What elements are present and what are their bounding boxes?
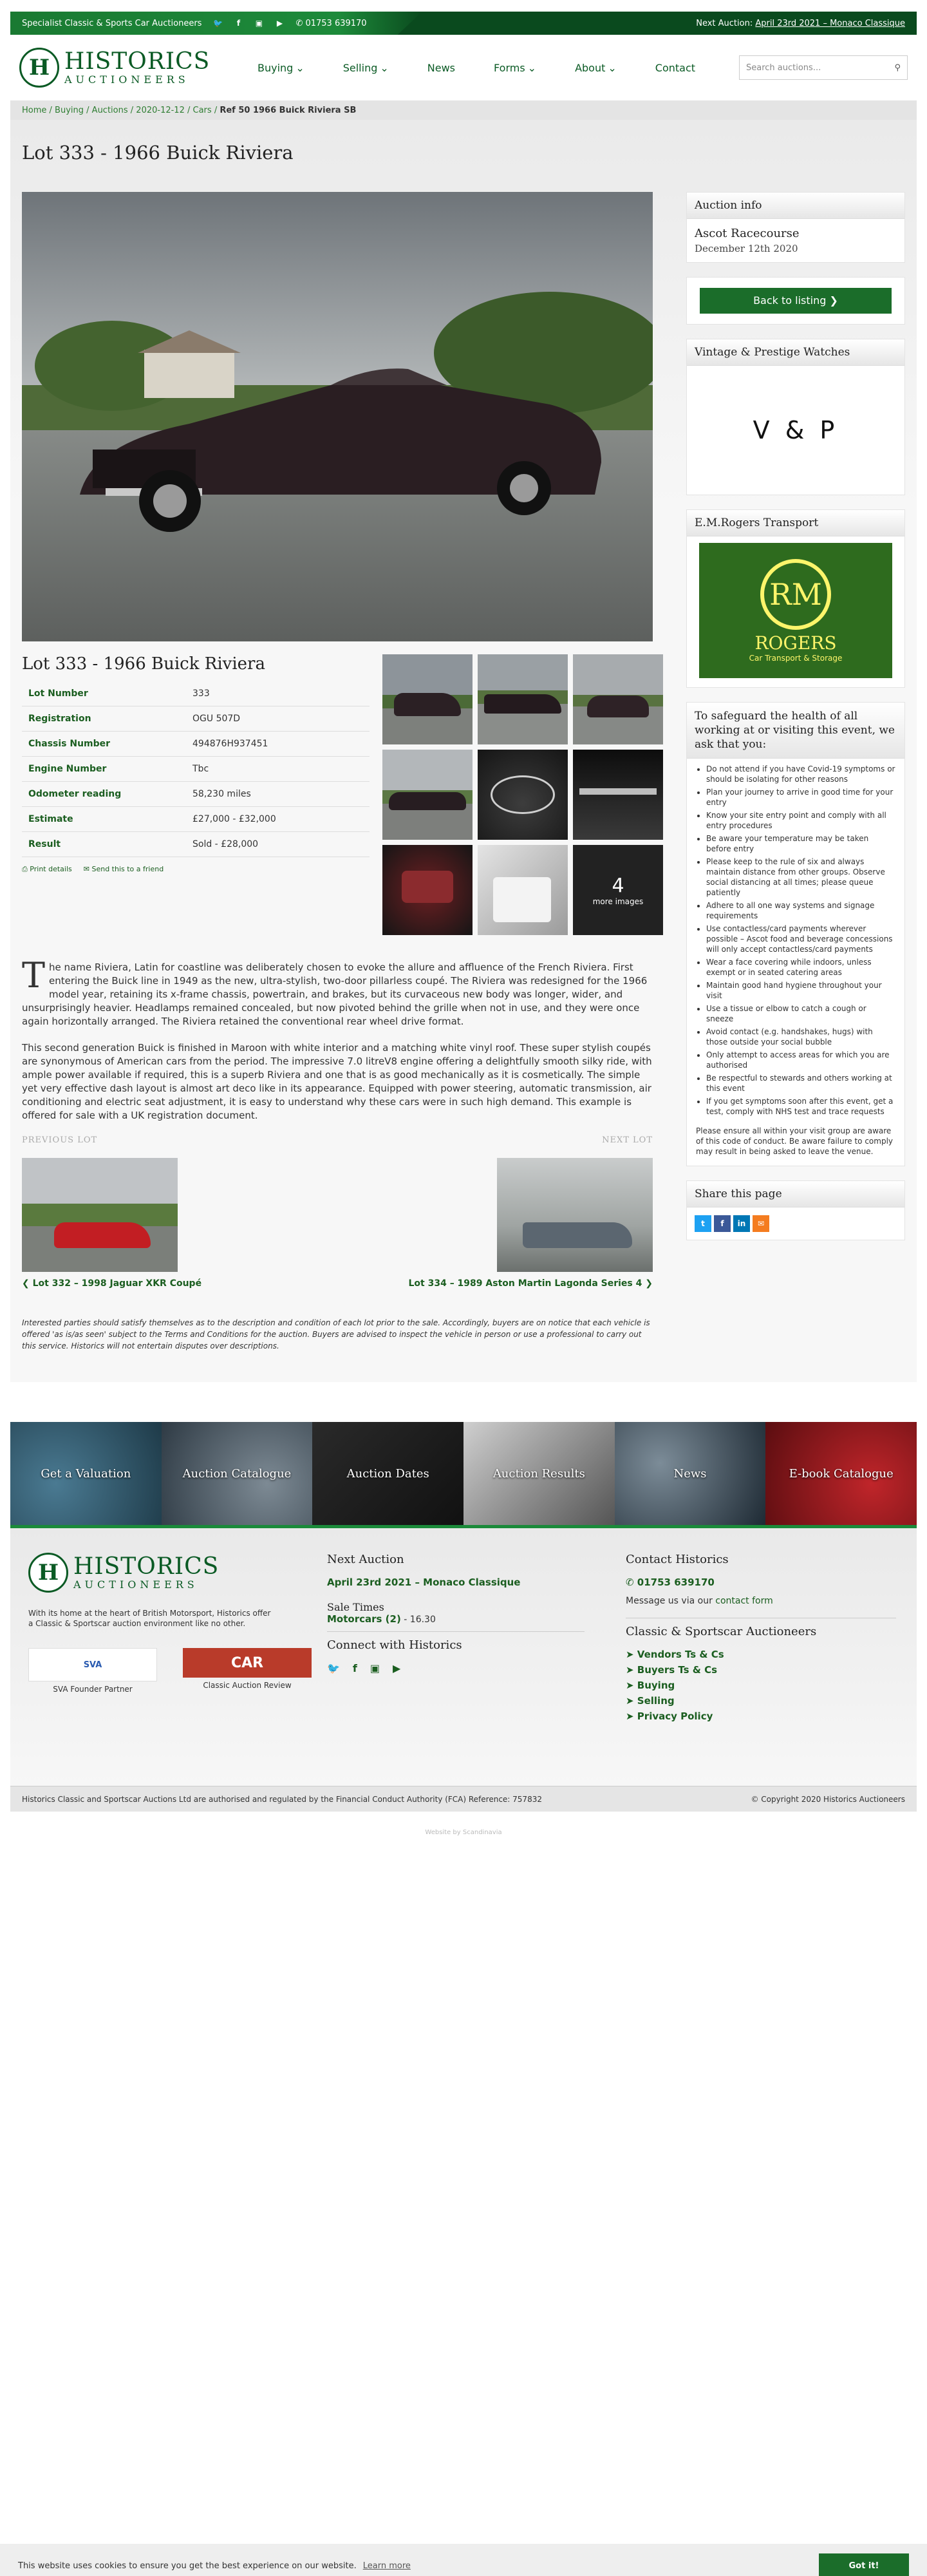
- chevron-right-icon: ➤: [626, 1649, 637, 1660]
- sponsor-box: [686, 339, 905, 495]
- spec-label: Engine Number: [22, 757, 186, 782]
- next-lot-image[interactable]: [497, 1158, 653, 1272]
- search-placeholder: Search auctions...: [746, 62, 821, 73]
- box-heading: Vintage & Prestige Watches: [687, 339, 904, 366]
- box-heading: Share this page: [687, 1181, 904, 1208]
- lot-heading: Lot 333 - 1966 Buick Riviera: [22, 654, 265, 674]
- rogers-emblem: RM: [760, 559, 831, 630]
- share-email-icon[interactable]: ✉: [753, 1215, 769, 1232]
- table-row: [22, 832, 370, 857]
- logo[interactable]: [19, 48, 212, 88]
- send-to-friend-link[interactable]: ✉ Send this to a friend: [83, 865, 164, 873]
- sva-caption: SVA Founder Partner: [53, 1685, 133, 1694]
- chevron-down-icon: ⌄: [608, 61, 617, 74]
- auction-date: December 12th 2020: [695, 243, 798, 254]
- footer-link[interactable]: ➤ Buying: [626, 1680, 675, 1691]
- table-row: [22, 706, 370, 732]
- logo-text-sub: AUCTIONEERS: [73, 1578, 198, 1591]
- youtube-icon[interactable]: ▶: [276, 19, 283, 28]
- share-linkedin-icon[interactable]: in: [733, 1215, 750, 1232]
- twitter-icon[interactable]: 🐦: [212, 19, 223, 28]
- logo-emblem: H: [28, 1553, 68, 1593]
- previous-lot-link[interactable]: ❮ Lot 332 – 1998 Jaguar XKR Coupé: [22, 1278, 202, 1289]
- thumbnail[interactable]: [478, 845, 568, 935]
- breadcrumb-date[interactable]: 2020-12-12: [136, 105, 185, 115]
- main-nav: [238, 62, 715, 74]
- list-item: • Know your site entry point and comply with all entry procedures: [706, 810, 895, 831]
- next-lot-link[interactable]: Lot 334 – 1989 Aston Martin Lagonda Series 4 ❯: [408, 1278, 653, 1289]
- logo-letter: H: [28, 55, 50, 80]
- chevron-down-icon: ⌄: [527, 61, 537, 74]
- cookie-text: This website uses cookies to ensure you get the best experience on our website.: [18, 2561, 357, 2571]
- tile-valuation[interactable]: Get a Valuation: [10, 1422, 162, 1525]
- list-item: • Wear a face covering while indoors, unless exempt or in seated catering areas: [706, 957, 895, 978]
- tile-catalogue[interactable]: Auction Catalogue: [162, 1422, 313, 1525]
- footer-heading: Next Auction: [327, 1553, 404, 1566]
- spec-label: Result: [22, 832, 186, 857]
- list-item: • Do not attend if you have Covid-19 symptoms or should be isolating for other reasons: [706, 764, 895, 784]
- tile-results[interactable]: Auction Results: [464, 1422, 615, 1525]
- breadcrumb-buying[interactable]: Buying: [55, 105, 84, 115]
- covid-box: [686, 702, 905, 1166]
- message-text: Message us via our: [626, 1596, 716, 1606]
- covid-note: Please ensure all within your visit group are aware of this code of conduct. Be aware failure to comply may result in being asked to leave the venue.: [696, 1126, 894, 1156]
- header: [10, 35, 917, 100]
- next-auction-link[interactable]: April 23rd 2021 – Monaco Classique: [755, 18, 905, 28]
- auction-info-box: [686, 192, 905, 263]
- phone-link[interactable]: [295, 19, 366, 28]
- list-item: • Be respectful to stewards and others working at this event: [706, 1073, 895, 1094]
- spec-value: 333: [186, 681, 370, 706]
- logo-text-main: HISTORICS: [73, 1553, 220, 1580]
- footer-about: With its home at the heart of British Motorsport, Historics offer a Classic & Sportscar auction environment like no other.: [28, 1609, 271, 1628]
- chevron-right-icon: ➤: [626, 1695, 637, 1707]
- logo-text-sub: AUCTIONEERS: [64, 73, 189, 86]
- print-details-link[interactable]: ⎙ Print details: [22, 865, 72, 873]
- cookie-banner: [0, 2544, 927, 2576]
- breadcrumb-home[interactable]: Home: [22, 105, 47, 115]
- cookie-accept-button[interactable]: Got it!: [819, 2553, 909, 2576]
- description-paragraph: he name Riviera, Latin for coastline was deliberately chosen to evoke the allure and affluence of the French Riviera. First entering the Buick line in 1949 as the new, ultra-stylish, two-door pillarless coupé. The Riviera was redesigned for the 1966 model year, retaining its x-frame chassis, powertrain, and brakes, but its curvaceous new body was longer, wider, and unsurprisingly heavier. Headlamps remained concealed, but now pivoted behind the grille when not in use, and they were once again horizontally arranged. The Riviera retained the conventional rear wheel drive format.: [22, 961, 648, 1027]
- table-row: [22, 681, 370, 706]
- tagline: Specialist Classic & Sports Car Auctioneers: [22, 18, 202, 28]
- share-box: [686, 1180, 905, 1240]
- list-item: • Use contactless/card payments wherever possible – Ascot food and beverage concessions will only accept contactless/card payments: [706, 923, 895, 954]
- thumbnail[interactable]: [573, 654, 663, 744]
- chevron-down-icon: ⌄: [380, 61, 389, 74]
- rogers-name: ROGERS: [754, 632, 837, 654]
- chevron-right-icon: ➤: [626, 1710, 637, 1722]
- sponsor-box: [686, 509, 905, 688]
- facebook-icon[interactable]: f: [352, 1662, 357, 1674]
- chevron-right-icon: ❯: [642, 1278, 653, 1289]
- nav-contact[interactable]: Contact: [655, 61, 696, 74]
- chevron-right-icon: ❯: [826, 294, 838, 307]
- sale-times-time: - 16.30: [400, 1615, 436, 1625]
- sponsor-logo-vp[interactable]: V & P: [753, 416, 839, 444]
- lot-description: [22, 955, 653, 1122]
- fca-statement: Historics Classic and Sportscar Auctions Ltd are authorised and regulated by the Financial Conduct Authority (FCA) Reference: 757832: [22, 1794, 542, 1804]
- next-lot-label: NEXT LOT: [602, 1135, 653, 1145]
- car-logo[interactable]: CAR: [183, 1648, 312, 1678]
- spec-value: Sold - £28,000: [186, 832, 370, 857]
- logo-emblem: [19, 48, 59, 88]
- share-facebook-icon[interactable]: f: [714, 1215, 731, 1232]
- thumbnail[interactable]: [573, 750, 663, 840]
- more-images-label: more images: [592, 896, 644, 906]
- table-row: [22, 732, 370, 757]
- breadcrumb-current: Ref 50 1966 Buick Riviera SB: [220, 105, 357, 115]
- box-heading: To safeguard the health of all working at or visiting this event, we ask that you:: [687, 703, 904, 759]
- description-paragraph: This second generation Buick is finished in Maroon with white interior and a matching white vinyl roof. These super stylish coupés are synonymous of American cars from the period. The impressive 7.0 litreV8 engine offering a delightfully smooth silky ride, with ample power available if required, this is a superb Riviera and one that is as good mechanically as it is cosmetically. The simple yet very effective dash layout is almost art deco like in its appearance. Equipped with power steering, automatic transmission, air conditioning and electric seat adjustment, it is easy to understand why these cars were in such high demand. This example is offered for sale with a UK registration document.: [22, 1042, 652, 1121]
- tile-news[interactable]: News: [615, 1422, 766, 1525]
- phone-icon: ✆: [295, 18, 306, 28]
- auction-venue: Ascot Racecourse: [695, 227, 800, 240]
- thumbnail[interactable]: [382, 750, 473, 840]
- spec-label: Lot Number: [22, 681, 186, 706]
- footer-heading: Classic & Sportscar Auctioneers: [626, 1625, 817, 1638]
- spec-value: 58,230 miles: [186, 782, 370, 807]
- contact-form-link[interactable]: contact form: [715, 1596, 773, 1606]
- list-item: • Only attempt to access areas for which you are authorised: [706, 1050, 895, 1070]
- list-item: • Plan your journey to arrive in good time for your entry: [706, 787, 895, 808]
- copyright: © Copyright 2020 Historics Auctioneers: [751, 1794, 905, 1804]
- list-item: • Maintain good hand hygiene throughout your visit: [706, 980, 895, 1001]
- share-twitter-icon[interactable]: t: [695, 1215, 711, 1232]
- sale-times-heading: Sale Times: [327, 1601, 384, 1613]
- phone-icon: ✆: [626, 1577, 637, 1588]
- tile-dates[interactable]: Auction Dates: [312, 1422, 464, 1525]
- more-images-count: 4: [612, 874, 624, 897]
- more-images-button[interactable]: [573, 845, 663, 935]
- breadcrumb: Home / Buying / Auctions / 2020-12-12 / Cars / Ref 50 1966 Buick Riviera SB: [10, 100, 917, 120]
- feature-tiles: [10, 1422, 917, 1525]
- table-row: [22, 807, 370, 832]
- rogers-sub: Car Transport & Storage: [749, 653, 843, 663]
- footer-next-auction-link[interactable]: April 23rd 2021 – Monaco Classique: [327, 1577, 521, 1588]
- nav-selling[interactable]: Selling ⌄: [342, 61, 389, 74]
- footer-link[interactable]: ➤ Buyers Ts & Cs: [626, 1664, 718, 1676]
- box-heading: Auction info: [687, 193, 904, 219]
- box-heading: E.M.Rogers Transport: [687, 510, 904, 536]
- list-item: • Be aware your temperature may be taken before entry: [706, 833, 895, 854]
- sva-logo[interactable]: SVA: [28, 1648, 157, 1681]
- nav-forms[interactable]: Forms ⌄: [494, 61, 537, 74]
- thumbnail[interactable]: [478, 750, 568, 840]
- back-box: [686, 277, 905, 325]
- footer-phone[interactable]: ✆ 01753 639170: [626, 1577, 715, 1588]
- thumbnail-grid: [382, 654, 663, 935]
- print-icon: ⎙: [22, 865, 30, 873]
- footer-link[interactable]: ➤ Selling: [626, 1695, 675, 1707]
- spec-label: Registration: [22, 706, 186, 732]
- previous-lot-label: PREVIOUS LOT: [22, 1135, 98, 1145]
- phone-number: 01753 639170: [305, 18, 367, 28]
- lot-specs-table: [22, 681, 370, 857]
- footer: [10, 1528, 917, 1786]
- spec-value: Tbc: [186, 757, 370, 782]
- list-item: • If you get symptoms soon after this event, get a test, comply with NHS test and trace requests: [706, 1096, 895, 1117]
- search-input[interactable]: [739, 55, 908, 80]
- table-row: [22, 782, 370, 807]
- nav-news[interactable]: News: [427, 61, 456, 74]
- footer-heading: Contact Historics: [626, 1553, 729, 1566]
- thumbnail[interactable]: [382, 654, 473, 744]
- search-icon[interactable]: ⚲: [894, 62, 901, 73]
- footer-link[interactable]: ➤ Privacy Policy: [626, 1710, 713, 1722]
- chevron-right-icon: ➤: [626, 1680, 637, 1691]
- envelope-icon: ✉: [83, 865, 92, 873]
- next-auction-label: Next Auction:: [696, 18, 753, 28]
- table-row: [22, 757, 370, 782]
- spec-value: £27,000 - £32,000: [186, 807, 370, 832]
- youtube-icon[interactable]: ▶: [393, 1662, 401, 1674]
- twitter-icon[interactable]: 🐦: [327, 1662, 340, 1674]
- page-content: [10, 120, 917, 1382]
- list-item: • Use a tissue or elbow to catch a cough or sneeze: [706, 1003, 895, 1024]
- cookie-learn-more-link[interactable]: Learn more: [362, 2561, 411, 2571]
- footer-heading: Connect with Historics: [327, 1638, 462, 1652]
- thumbnail[interactable]: [382, 845, 473, 935]
- tile-ebook[interactable]: E-book Catalogue: [765, 1422, 917, 1525]
- instagram-icon[interactable]: ▣: [255, 19, 263, 28]
- sponsor-logo-rogers[interactable]: [699, 543, 892, 678]
- sale-times-category: Motorcars (2): [327, 1613, 401, 1625]
- list-item: • Please keep to the rule of six and always maintain distance from other groups. Observe social distancing at all times; please queue patiently: [706, 857, 895, 898]
- list-item: • Avoid contact (e.g. handshakes, hugs) with those outside your social bubble: [706, 1027, 895, 1047]
- drop-cap: T: [22, 955, 46, 996]
- chevron-down-icon: ⌄: [295, 61, 304, 74]
- chevron-left-icon: ❮: [22, 1278, 33, 1289]
- website-credit[interactable]: Website by Scandinavia: [425, 1829, 502, 1836]
- instagram-icon[interactable]: ▣: [370, 1662, 380, 1674]
- list-item: • Adhere to all one way systems and signage requirements: [706, 900, 895, 921]
- facebook-icon[interactable]: f: [236, 19, 241, 28]
- nav-buying[interactable]: Buying ⌄: [258, 61, 304, 74]
- hero-image[interactable]: [22, 192, 653, 641]
- top-bar: [10, 12, 917, 35]
- previous-lot-image[interactable]: [22, 1158, 178, 1272]
- thumbnail[interactable]: [478, 654, 568, 744]
- spec-value: 494876H937451: [186, 732, 370, 757]
- nav-about[interactable]: About ⌄: [575, 61, 617, 74]
- spec-value: OGU 507D: [186, 706, 370, 732]
- covid-list: [687, 759, 904, 1117]
- disclaimer: Interested parties should satisfy themselves as to the description and condition of each lot prior to the sale. Accordingly, buyers are on notice that each vehicle is offered 'as is/as seen' subject to the Terms and Conditions for the auction. Buyers are advised to inspect the vehicle in person or use a professional to carry out this service. Historics will not entertain disputes over descriptions.: [22, 1318, 650, 1350]
- spec-label: Chassis Number: [22, 732, 186, 757]
- breadcrumb-cars[interactable]: Cars: [192, 105, 212, 115]
- footer-link[interactable]: ➤ Vendors Ts & Cs: [626, 1649, 724, 1660]
- chevron-right-icon: ➤: [626, 1664, 637, 1676]
- back-to-listing-button[interactable]: Back to listing ❯: [700, 288, 892, 314]
- spec-label: Odometer reading: [22, 782, 186, 807]
- car-caption: Classic Auction Review: [203, 1681, 292, 1690]
- legal-bar: [10, 1786, 917, 1812]
- breadcrumb-auctions[interactable]: Auctions: [91, 105, 128, 115]
- main-column: [22, 192, 653, 1352]
- page-title: Lot 333 - 1966 Buick Riviera: [22, 142, 294, 164]
- spec-label: Estimate: [22, 807, 186, 832]
- logo-text-main: HISTORICS: [64, 48, 211, 75]
- footer-logo[interactable]: [28, 1553, 260, 1593]
- sidebar: [686, 192, 905, 1255]
